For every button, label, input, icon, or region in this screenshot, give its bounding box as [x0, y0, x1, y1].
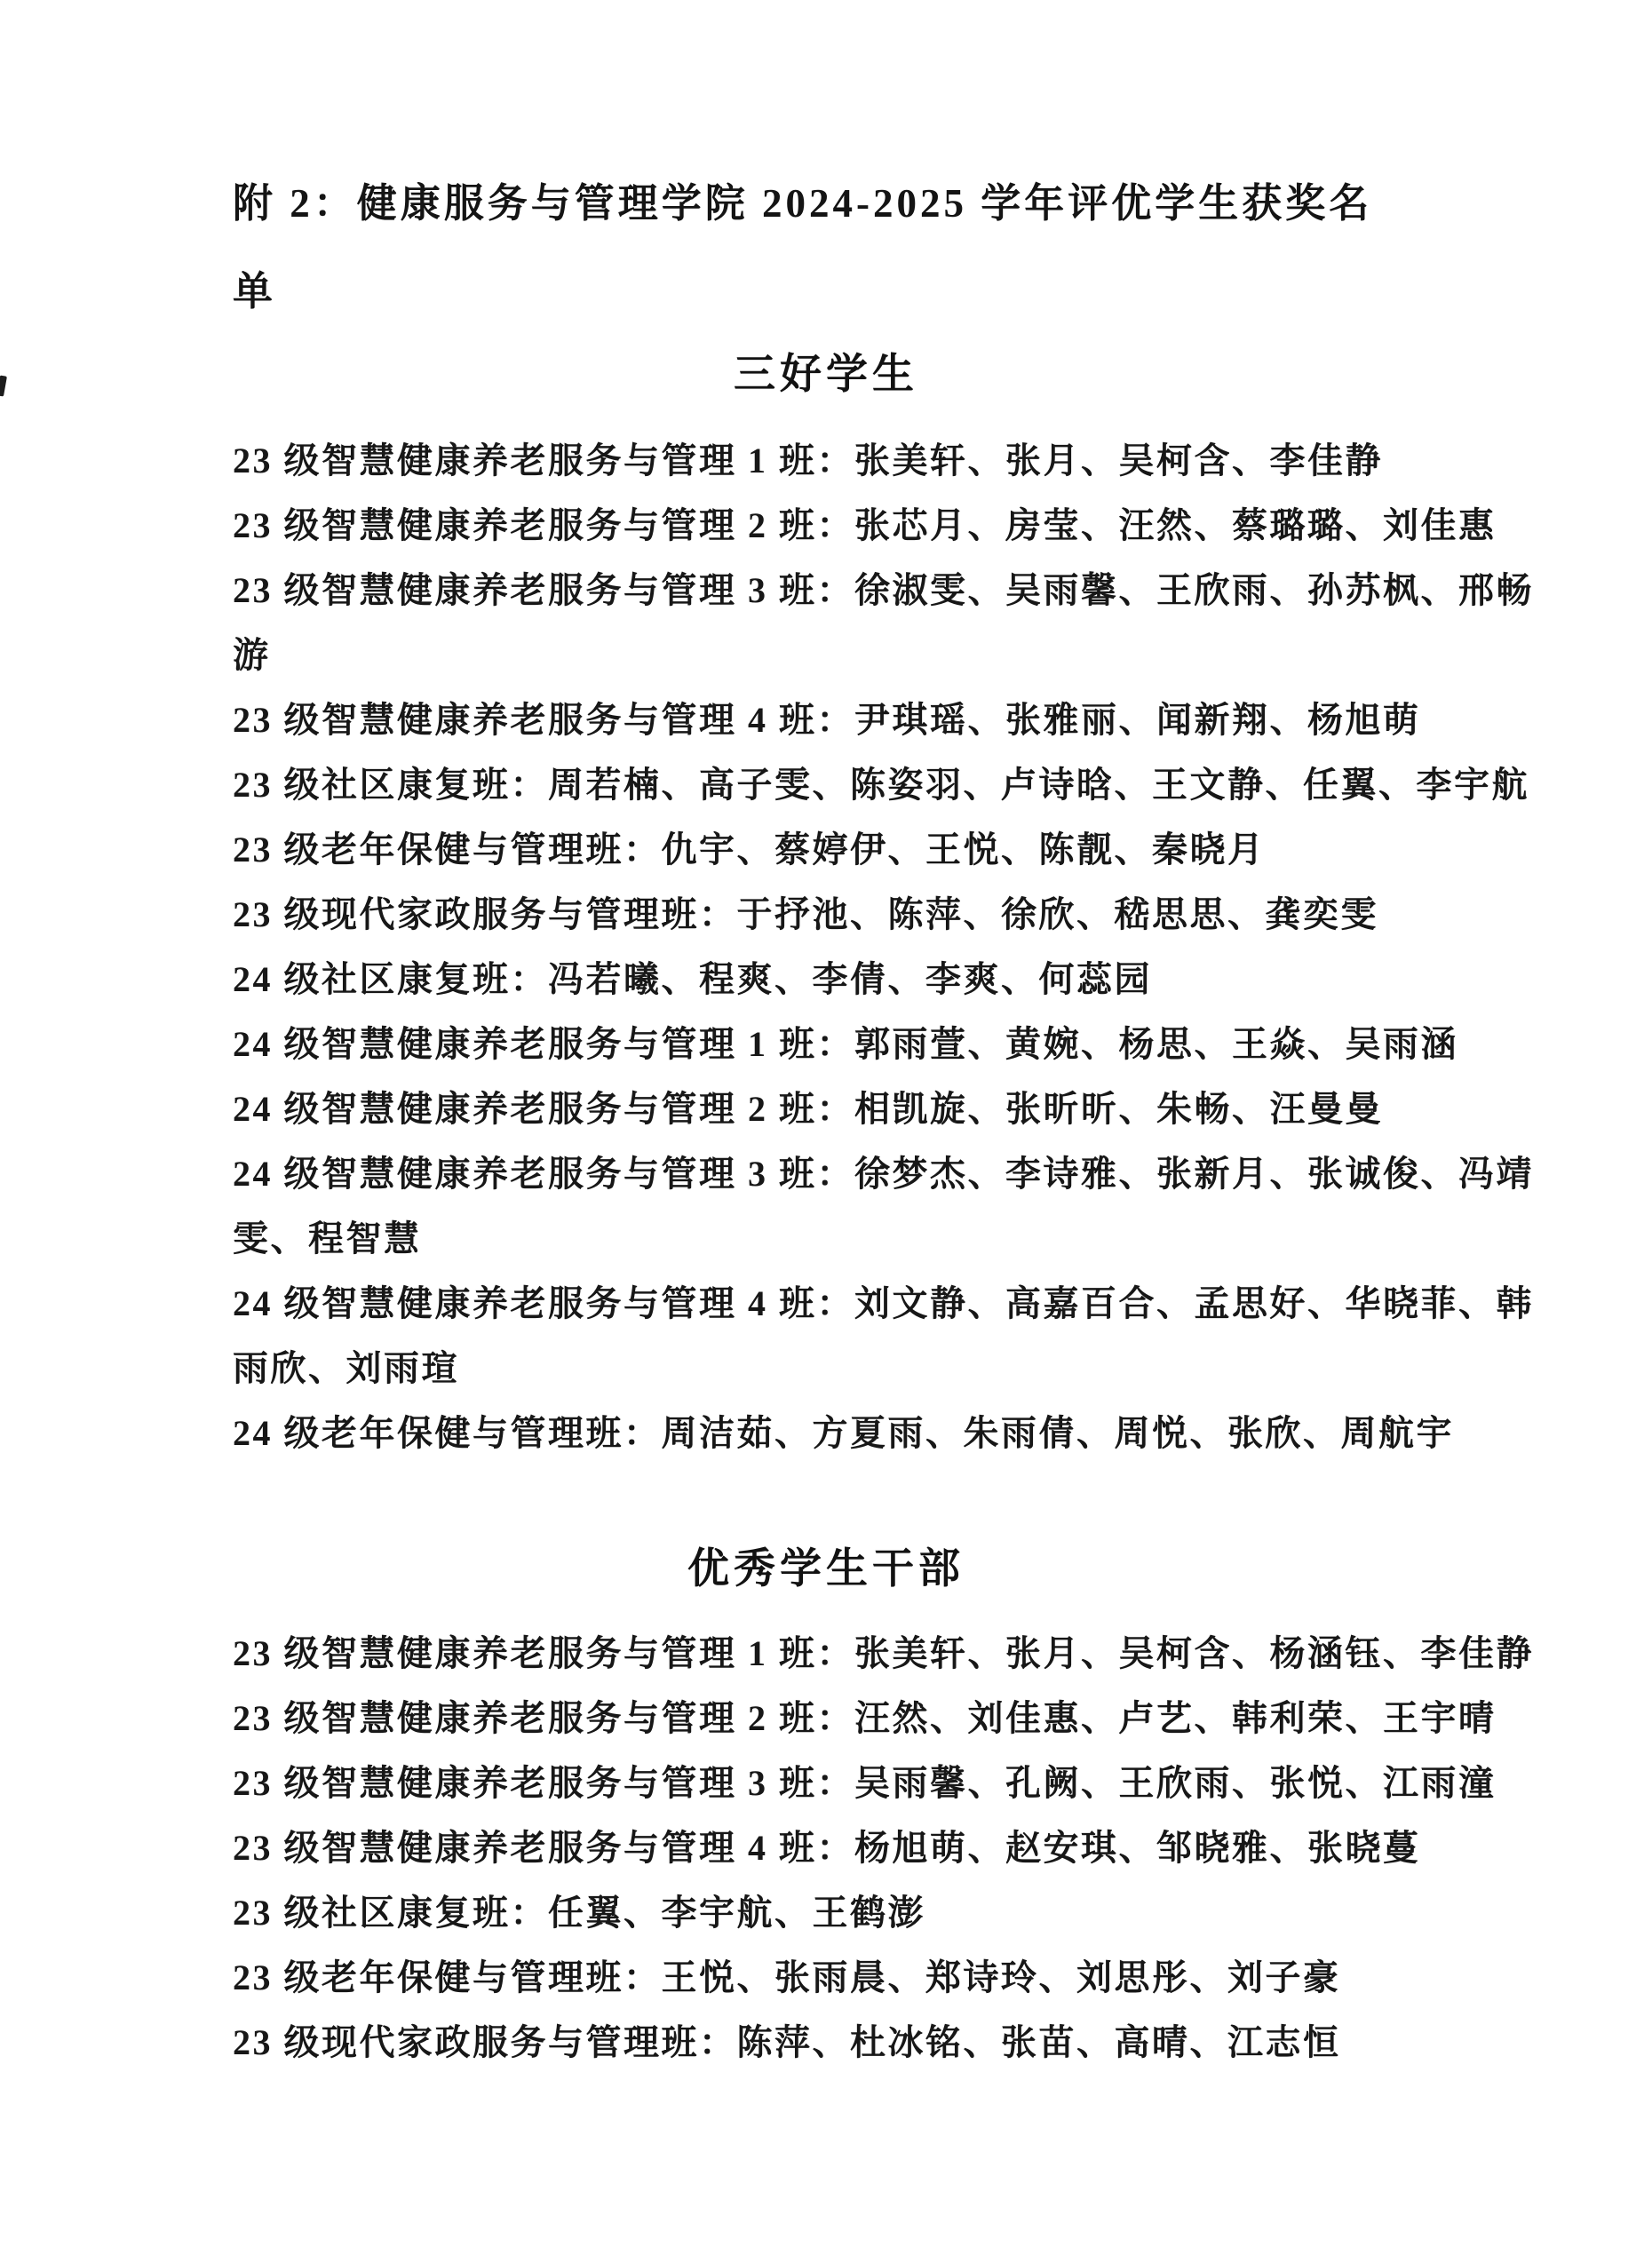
text-line: 23 级智慧健康养老服务与管理 1 班：张美轩、张月、吴柯含、李佳静	[233, 441, 1383, 480]
text-line: 23 级智慧健康养老服务与管理 4 班：尹琪瑶、张雅丽、闻新翔、杨旭萌	[233, 700, 1421, 740]
text-line: 23 级智慧健康养老服务与管理 1 班：张美轩、张月、吴柯含、杨涵钰、李佳静	[233, 1633, 1534, 1673]
text-line: 24 级社区康复班：冯若曦、程爽、李倩、李爽、何蕊园	[233, 959, 1152, 999]
text-line: 23 级社区康复班：任翼、李宇航、王鹤澎	[233, 1893, 925, 1933]
text-line: 23 级老年保健与管理班：仇宇、蔡婷伊、王悦、陈靓、秦晓月	[233, 830, 1266, 869]
section-heading-excellent-student-cadres: 优秀学生干部	[687, 1544, 965, 1592]
text-line: 24 级智慧健康养老服务与管理 1 班：郭雨萱、黄婉、杨思、王焱、吴雨涵	[233, 1024, 1458, 1064]
text-line: 23 级智慧健康养老服务与管理 2 班：汪然、刘佳惠、卢艺、韩利荣、王宇晴	[233, 1698, 1497, 1738]
text-line: 雯、程智慧	[233, 1219, 422, 1259]
text-line: 23 级现代家政服务与管理班：于抒池、陈萍、徐欣、嵇思思、龚奕雯	[233, 894, 1378, 934]
text-line: 24 级智慧健康养老服务与管理 3 班：徐梦杰、李诗雅、张新月、张诚俊、冯靖	[233, 1154, 1534, 1194]
text-line: 23 级智慧健康养老服务与管理 3 班：吴雨馨、孔阙、王欣雨、张悦、江雨潼	[233, 1763, 1497, 1803]
document-title-line-2: 单	[233, 269, 277, 314]
section-heading-three-good-students: 三好学生	[734, 350, 918, 397]
text-line: 24 级智慧健康养老服务与管理 4 班：刘文静、高嘉百合、孟思好、华晓菲、韩	[233, 1283, 1534, 1323]
text-line: 23 级智慧健康养老服务与管理 3 班：徐淑雯、吴雨馨、王欣雨、孙苏枫、邢畅	[233, 570, 1534, 610]
document-title-line-1: 附 2：健康服务与管理学院 2024-2025 学年评优学生获奖名	[233, 181, 1373, 226]
text-line: 23 级社区康复班：周若楠、高子雯、陈姿羽、卢诗晗、王文静、任翼、李宇航	[233, 765, 1529, 805]
text-line: 23 级老年保健与管理班：王悦、张雨晨、郑诗玲、刘思彤、刘子豪	[233, 1957, 1341, 1997]
text-line: 24 级智慧健康养老服务与管理 2 班：相凯旋、张昕昕、朱畅、汪曼曼	[233, 1089, 1383, 1129]
text-line: 23 级智慧健康养老服务与管理 2 班：张芯月、房莹、汪然、蔡璐璐、刘佳惠	[233, 505, 1497, 545]
text-line: 雨欣、刘雨瑄	[233, 1348, 459, 1388]
text-line: 24 级老年保健与管理班：周洁茹、方夏雨、朱雨倩、周悦、张欣、周航宇	[233, 1413, 1454, 1453]
text-line: 23 级智慧健康养老服务与管理 4 班：杨旭萌、赵安琪、邹晓雅、张晓蔓	[233, 1828, 1421, 1868]
text-line: 游	[233, 635, 271, 675]
text-line: 23 级现代家政服务与管理班：陈萍、杜冰铭、张苗、高晴、江志恒	[233, 2022, 1341, 2062]
